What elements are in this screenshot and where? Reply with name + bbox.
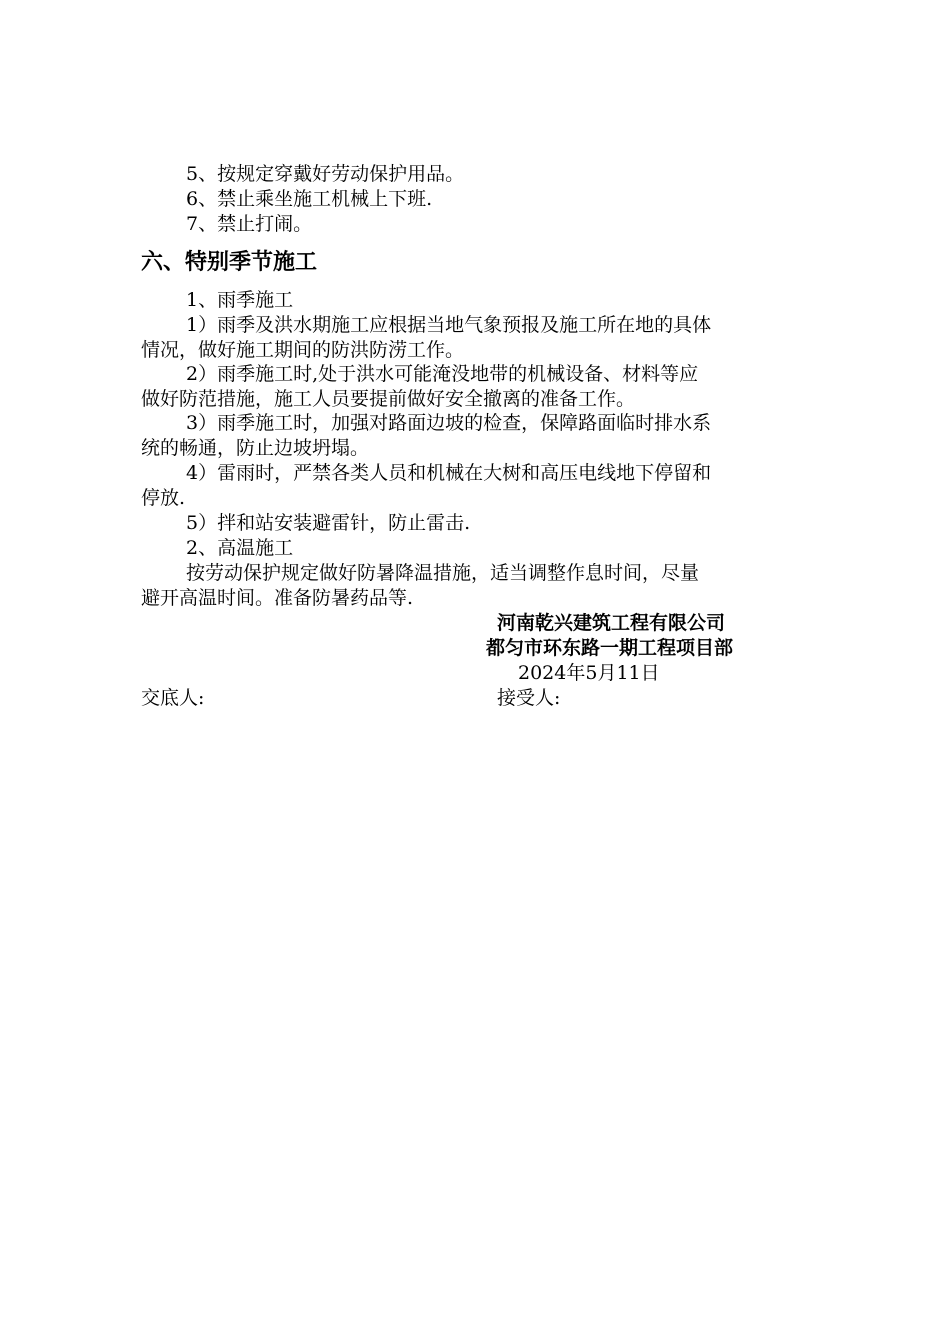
receiver-label: 接受人: — [497, 687, 561, 709]
signature-date: 2024年5月11日 — [518, 662, 660, 684]
list-item-7: 7、禁止打闹。 — [186, 213, 313, 235]
rain-paragraph-1-line-2: 情况，做好施工期间的防洪防涝工作。 — [141, 339, 465, 361]
rain-paragraph-4-line-2: 停放. — [141, 487, 186, 509]
rain-season-title: 1、雨季施工 — [186, 289, 294, 311]
company-name: 河南乾兴建筑工程有限公司 — [497, 612, 726, 634]
heat-paragraph-line-1: 按劳动保护规定做好防暑降温措施，适当调整作息时间，尽量 — [186, 562, 700, 584]
rain-paragraph-5: 5）拌和站安装避雷针，防止雷击. — [186, 512, 471, 534]
issuer-label: 交底人: — [141, 687, 205, 709]
rain-paragraph-2-line-1: 2）雨季施工时,处于洪水可能淹没地带的机械设备、材料等应 — [186, 363, 699, 385]
rain-paragraph-3-line-2: 统的畅通，防止边坡坍塌。 — [141, 437, 370, 459]
rain-paragraph-4-line-1: 4）雷雨时，严禁各类人员和机械在大树和高压电线地下停留和 — [186, 462, 712, 484]
rain-paragraph-1-line-1: 1）雨季及洪水期施工应根据当地气象预报及施工所在地的具体 — [186, 314, 712, 336]
rain-paragraph-2-line-2: 做好防范措施，施工人员要提前做好安全撤离的准备工作。 — [141, 388, 636, 410]
section-heading: 六、特别季节施工 — [141, 250, 318, 275]
heat-paragraph-line-2: 避开高温时间。准备防暑药品等. — [141, 587, 414, 609]
heat-season-title: 2、高温施工 — [186, 537, 294, 559]
rain-paragraph-3-line-1: 3）雨季施工时，加强对路面边坡的检查，保障路面临时排水系 — [186, 412, 712, 434]
list-item-5: 5、按规定穿戴好劳动保护用品。 — [186, 163, 465, 185]
department-name: 都匀市环东路一期工程项目部 — [486, 637, 734, 659]
list-item-6: 6、禁止乘坐施工机械上下班. — [186, 188, 433, 210]
